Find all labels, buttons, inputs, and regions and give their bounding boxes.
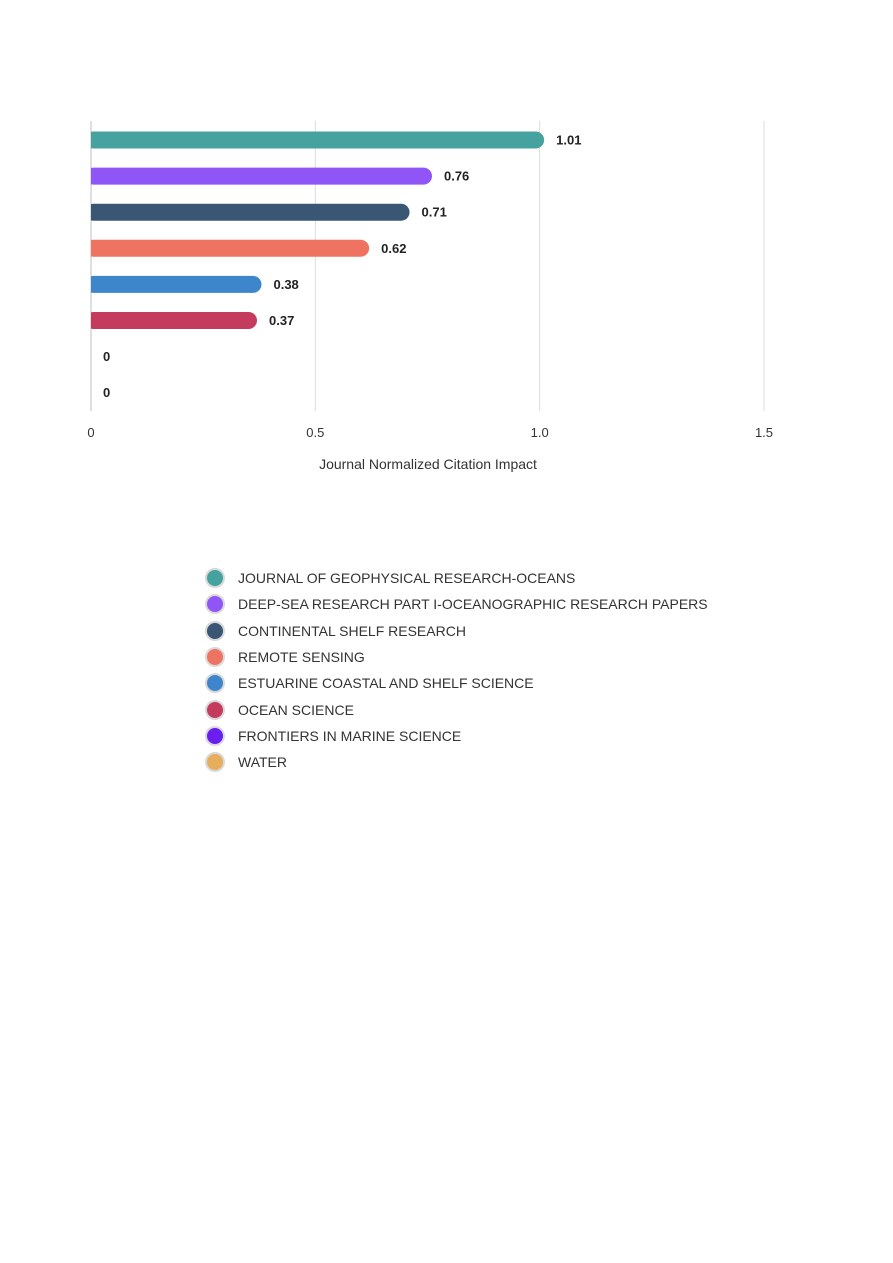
- legend-label: REMOTE SENSING: [238, 649, 365, 666]
- legend-label: ESTUARINE COASTAL AND SHELF SCIENCE: [238, 675, 534, 692]
- x-tick-label: 0: [87, 425, 95, 440]
- bar[interactable]: [85, 132, 544, 149]
- legend-item[interactable]: [205, 670, 708, 696]
- legend-label: OCEAN SCIENCE: [238, 701, 354, 718]
- legend-swatch: [205, 752, 225, 772]
- legend-item[interactable]: [205, 644, 708, 670]
- bar-value-label: 0: [103, 349, 111, 365]
- x-tick-label: 0.5: [306, 425, 325, 440]
- legend-swatch: [205, 621, 225, 641]
- bar[interactable]: [85, 204, 410, 221]
- x-axis-ticks: [87, 425, 773, 440]
- legend-item[interactable]: [205, 696, 708, 722]
- legend-item[interactable]: [205, 565, 708, 591]
- bar-value-label: 0.62: [381, 240, 407, 256]
- legend: [205, 565, 708, 775]
- x-tick-label: 1.5: [754, 425, 774, 440]
- bar-value-label: 0.38: [273, 276, 299, 292]
- legend-item[interactable]: [205, 749, 708, 775]
- x-axis-title: Journal Normalized Citation Impact: [319, 456, 537, 472]
- bar-value-label: 0: [103, 385, 111, 401]
- legend-swatch: [205, 673, 225, 693]
- legend-item[interactable]: [205, 591, 708, 617]
- legend-swatch: [205, 647, 225, 667]
- legend-label: JOURNAL OF GEOPHYSICAL RESEARCH-OCEANS: [238, 570, 576, 587]
- legend-item[interactable]: [205, 618, 708, 644]
- bars: [85, 132, 581, 401]
- x-tick-label: 1.0: [530, 425, 549, 440]
- legend-swatch: [205, 594, 225, 614]
- bar[interactable]: [85, 276, 261, 293]
- legend-label: WATER: [238, 754, 287, 771]
- legend-label: DEEP-SEA RESEARCH PART I-OCEANOGRAPHIC RESEARCH PAPERS: [238, 596, 708, 613]
- bar[interactable]: [85, 240, 369, 257]
- bar-value-label: 1.01: [556, 132, 582, 148]
- bar[interactable]: [85, 312, 257, 329]
- grid-lines: [91, 121, 764, 411]
- bar-value-label: 0.37: [269, 313, 295, 328]
- bar-chart: [0, 0, 893, 500]
- legend-swatch: [205, 726, 225, 746]
- bar-value-label: 0.71: [421, 204, 447, 220]
- legend-swatch: [205, 700, 225, 720]
- bar-value-label: 0.76: [443, 168, 470, 184]
- legend-label: CONTINENTAL SHELF RESEARCH: [238, 622, 466, 639]
- bar[interactable]: [85, 168, 432, 185]
- legend-swatch: [205, 568, 225, 588]
- legend-label: FRONTIERS IN MARINE SCIENCE: [238, 727, 462, 744]
- legend-item[interactable]: [205, 723, 708, 749]
